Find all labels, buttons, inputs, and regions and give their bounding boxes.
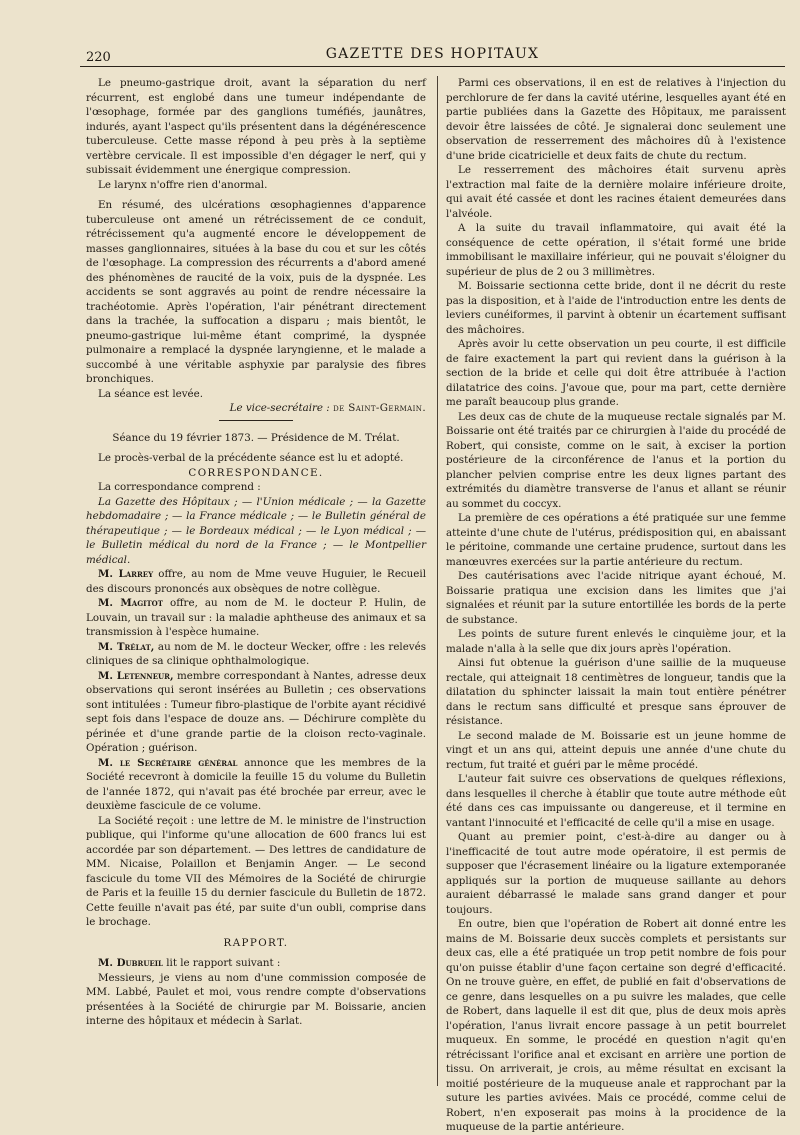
paragraph: Le second malade de M. Boissarie est un jeune homme de vingt et un ans qui, atteint depuis une année d'une chute du rectum, fut traité et guéri par le même procédé. [446,729,786,771]
paragraph [86,640,426,669]
paragraph: Après avoir lu cette observation un peu courte, il est difficile de faire exactement la part qui revient dans la guérison à la section de la bride et celle qui doit être attribuée à l'action dilatatrice des coins. J'avoue que, pour ma part, cette dernière me paraît beaucoup plus grande. [446,338,786,408]
paragraph: Des cautérisations avec l'acide nitrique ayant échoué, M. Boissarie pratiqua une excision dans les limites que j'ai signalées et réunit par la suture entortillée les bords de la perte de substance. [446,570,786,626]
section-heading: RAPPORT. [223,936,289,949]
paragraph: Le procès-verbal de la précédente séance est lu et adopté. [98,452,404,464]
signature [86,401,426,416]
paragraph: La Gazette des Hôpitaux ; — l'Union médicale ; — la Gazette hebdomadaire ; — la France médicale ; — le Bulletin général de thérapeutique ; — le Bordeaux médical ; — le Lyon médical ; — le Bulletin médical du nord de la France ; — le Montpellier médical. [86,495,426,566]
right-column [446,76,786,1135]
paragraph [86,756,426,814]
speaker-name: M. Magitot [98,597,163,609]
paragraph-text: offre, au nom de Mme veuve Huguier, le Recueil des discours prononcés aux obsèques de notre collègue. [86,568,426,595]
column-divider [437,76,438,1086]
paragraph: L'auteur fait suivre ces observations de quelques réflexions, dans lesquelles il cherche à établir que toute autre méthode eût été dans ces cas impuissante ou dangereuse, et il termine en vantant l'innocuité et l'efficacité de celle qu'il a mise en usage. [446,773,786,829]
paragraph-text: membre correspondant à Nantes, adresse deux observations qui seront insérées au Bulletin ; ces observations sont intitulées : Tumeur fibro-plastique de l'orbite ayant récidivé sept fois dans l'espace de douze ans. — Déchirure complète du périnée et d'une grande partie de la cloison recto-vaginale. Opération ; guérison. [86,669,427,754]
paragraph: Les deux cas de chute de la muqueuse rectale signalés par M. Boissarie ont été traités par ce chirurgien à l'aide du procédé de Robert, qui consiste, comme on le sait, à exciser la portion postérieure de la circonférence de l'anus et la portion du plancher pelvien comprise entre les deux lignes partant des extrémités du diamètre transverse de l'anus et allant se réunir au sommet du coccyx. [446,410,786,510]
paragraph-text: annonce que les membres de la Société recevront à domicile la feuille 15 du volume du Bulletin de l'année 1872, qui n'avait pas été brochée par erreur, avec le deuxième fascicule de ce volume. [86,756,426,812]
speaker-name: M. le Secrétaire général [98,756,238,769]
session-title: Séance du 19 février 1873. — Présidence de M. Trélat. [112,431,400,444]
signature-name: de Saint-Germain. [333,402,426,414]
paragraph: Les points de suture furent enlevés le cinquième jour, et la malade n'alla à la selle que dix jours après l'opération. [446,628,786,655]
divider [219,420,293,421]
paragraph-text: lit le rapport suivant : [162,957,281,969]
paragraph: La séance est levée. [98,387,203,400]
paragraph: Le larynx n'offre rien d'anormal. [98,178,268,191]
paragraph: A la suite du travail inflammatoire, qui avait été la conséquence de cette opération, il s'était formé une bride immobilisant le maxillaire inférieur, qui ne pouvait s'éloigner du supérieur de plus de 2 ou 3 millimètres. [446,222,786,278]
speaker-name: M. Letenneur, [98,669,174,682]
paragraph: En outre, bien que l'opération de Robert ait donné entre les mains de M. Boissarie deux succès complets et persistants sur deux cas, elle a été pratiquée un trop petit nombre de fois pour qu'on puisse établir d'une façon certaine son degré d'efficacité. On ne trouve guère, en effet, de publié en fait d'observations de ce genre, dans lesquelles on a pu suivre les malades, que celle de Robert, dans laquelle il est dit que, plus de deux mois après l'opération, l'anus livrait encore passage à un petit bourrelet muqueux. En somme, le procédé en question n'agit qu'en rétrécissant l'orifice anal et excisant en arrière une portion de tissu. On arriverait, je crois, au même résultat en excisant la moitié postérieure de la muqueuse anale et rapprochant par la suture les parties avivées. Mais ce procédé, comme celui de Robert, n'en exposerait pas moins à la procidence de la muqueuse de la partie antérieure. [446,918,786,1133]
paragraph: Messieurs, je viens au nom d'une commission composée de MM. Labbé, Paulet et moi, vous rendre compte d'observations présentées à la Société de chirurgie par M. Boissarie, ancien interne des hôpitaux et médecin à Sarlat. [86,971,426,1027]
speaker-name: M. Larrey [98,568,154,580]
paragraph [86,956,426,971]
paragraph: Le pneumo-gastrique droit, avant la séparation du nerf récurrent, est englobé dans une tumeur indépendante de l'œsophage, formée par des ganglions tuméfiés, jaunâtres, indurés, ayant l'aspect qu'ils présentent dans la dégénérescence tuberculeuse. Cette masse répond à peu près à la septième vertèbre cervicale. Il est impossible d'en dégager le nerf, qui y subissait évidemment une énergique compression. [86,77,426,176]
page-number: 220 [86,50,111,65]
paragraph-text: au nom de M. le docteur Wecker, offre : les relevés cliniques de sa clinique ophthalmologique. [86,640,426,667]
speaker-name: M. Dubrueil [98,957,163,969]
left-column [86,76,426,1029]
paragraph: Ainsi fut obtenue la guérison d'une saillie de la muqueuse rectale, qui atteignait 18 centimètres de longueur, tandis que la dilatation du sphincter laissait la main tout entière pénétrer dans le rectum sans difficulté et presque sans éprouver de résistance. [446,657,786,727]
paragraph: La première de ces opérations a été pratiquée sur une femme atteinte d'une chute de l'utérus, prédisposition qui, en abaissant le péritoine, commande une certaine prudence, surtout dans les manœuvres exercées sur la partie antérieure du rectum. [446,512,786,568]
paragraph: La correspondance comprend : [98,481,261,493]
paragraph: M. Boissarie sectionna cette bride, dont il ne décrit du reste pas la disposition, et à l'aide de l'introduction entre les dents de leviers cunéiformes, il parvint à obtenir un écartement suffisant des mâchoires. [446,280,786,336]
page-header [80,40,785,67]
speaker-name: M. Trélat, [98,640,155,653]
paragraph [86,596,426,640]
paragraph [86,567,426,596]
paragraph: Quant au premier point, c'est-à-dire au danger ou à l'inefficacité de tout autre mode opératoire, il est permis de supposer que l'écrasement linéaire ou la ligature extemporanée appliqués sur la portion de muqueuse saillante au dehors auraient débarrassé le malade sans grand danger et pour toujours. [446,831,786,916]
paragraph [86,669,426,756]
signature-role: Le vice-secrétaire : [229,402,330,414]
paragraph: La Société reçoit : une lettre de M. le ministre de l'instruction publique, qui l'informe qu'une allocation de 600 francs lui est accordée par son département. — Des lettres de candidature de MM. Nicaise, Polaillon et Benjamin Anger. — Le second fascicule du tome VII des Mémoires de la Société de chirurgie de Paris et la feuille 15 du dernier fascicule du Bulletin de 1872. Cette feuille n'avait pas été, par suite d'un oubli, comprise dans le brochage. [86,814,426,928]
paragraph: Parmi ces observations, il en est de relatives à l'injection du perchlorure de fer dans la cavité utérine, lesquelles ayant été en partie publiées dans la Gazette des Hôpitaux, me paraissent devoir être laissées de côté. Je signalerai donc seulement une observation de resserrement des mâchoires dû à l'existence d'une bride cicatricielle et deux faits de chute du rectum. [446,77,786,162]
paragraph: En résumé, des ulcérations œsophagiennes d'apparence tuberculeuse ont amené un rétrécissement de ce conduit, rétrécissement qu'a augmenté encore le développement de masses ganglionnaires, situées à la base du cou et sur les côtés de l'œsophage. La compression des récurrents a d'abord amené des phénomènes de raucité de la voix, puis de la dyspnée. Les accidents se sont aggravés au point de rendre nécessaire la trachéotomie. Après l'opération, l'air pénétrant directement dans la trachée, la suffocation a disparu ; mais bientôt, le pneumo-gastrique lui-même étant comprimé, la dyspnée pulmonaire a remplacé la dyspnée laryngienne, et le malade a succombé à une véritable asphyxie par paralysie des fibres bronchiques. [86,199,426,385]
paragraph-text: offre, au nom de M. le docteur P. Hulin, de Louvain, un travail sur : la maladie aphtheuse des animaux et sa transmission à l'espèce humaine. [86,597,426,638]
section-heading: CORRESPONDANCE. [188,466,324,479]
paragraph: Le resserrement des mâchoires était survenu après l'extraction mal faite de la dernière molaire inférieure droite, qui avait été cassée et dont les racines étaient demeurées dans l'alvéole. [446,164,786,220]
journal-title: GAZETTE DES HOPITAUX [325,46,540,62]
